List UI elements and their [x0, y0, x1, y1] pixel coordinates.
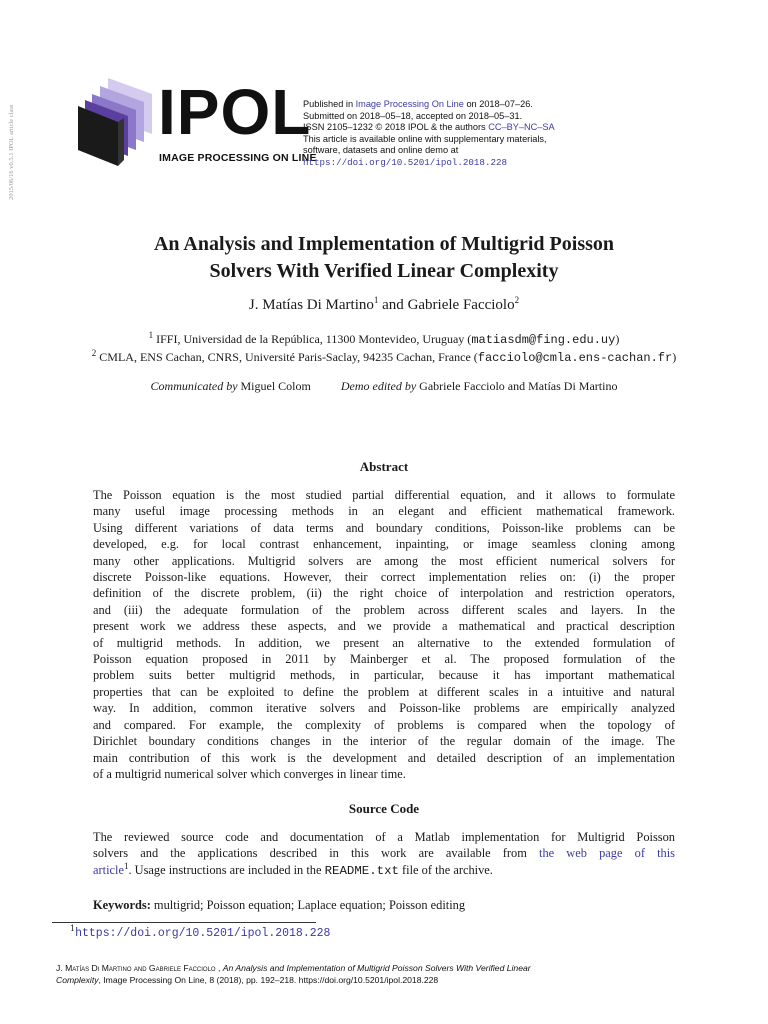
source-code-line: article$^1$. Usage instructions are included in the README.txt file of the archive.	[93, 860, 493, 878]
affiliation-line: $^1$ IFFI, Universidad de la República, 11300 Montevideo, Uruguay (matiasdm@fing.edu.uy)	[148, 330, 620, 347]
source-code-line: The reviewed source code and documentation of a Matlab implementation for Multigrid Poisson	[93, 830, 675, 844]
source-code-line: solvers and the applications described in this work are available from the web page of this	[93, 846, 675, 861]
abstract-line: Dirichlet boundary conditions changes in the interior of the regular domain of the image. The	[93, 734, 675, 749]
citation-line: J. Matías Di Martino and Gabriele Facciolo , An Analysis and Implementation of Multigrid Poisson Solvers With Verified Linear	[56, 963, 531, 973]
footnote-doi-link[interactable]: https://doi.org/10.5201/ipol.2018.228	[75, 927, 331, 940]
abstract-line: of multigrid methods. In addition, we present an alternative to the extended formulation of	[93, 635, 675, 650]
abstract-line: many other applications. Multigrid solvers are among the most efficient numerical solvers for	[93, 553, 675, 568]
editor-credits: Communicated by Miguel Colom Demo edited by Gabriele Facciolo and Matías Di Martino	[150, 379, 618, 393]
author-email: matiasdm@fing.edu.uy	[471, 333, 616, 347]
abstract-line: problem suits better multigrid methods, in particular, because it has important mathematical	[93, 668, 675, 683]
published-line: Published in Image Processing On Line on 2018–07–26.	[303, 99, 533, 109]
abstract-line: and compared. For example, the complexity of problems is compared when the topology of	[93, 717, 675, 732]
abstract-line: and (iii) the adequate formulation of the problem across different scales and layers. In the	[93, 602, 675, 617]
class-version-stamp: 2015/06/16 v0.5.1 IPOL article class	[8, 104, 15, 200]
abstract-line: Poisson equation proposed in 2011 by Mainberger et al. The proposed formulation of the	[93, 652, 675, 667]
abstract-line: discrete Poisson-like equations. However, their correct implementation relies on: (i) the proper	[93, 570, 675, 585]
citation-footer	[56, 963, 724, 986]
keywords-list: multigrid; Poisson equation; Laplace equation; Poisson editing	[150, 898, 466, 912]
abstract-line: main contribution of this work is the development and detailed description of an implementation	[93, 750, 675, 765]
license-link[interactable]: CC–BY–NC–SA	[488, 122, 555, 133]
footnote-marker: 1	[123, 860, 129, 871]
abstract-line: way. In addition, common iterative solvers and Poisson-like problems are empirically analyzed	[93, 701, 675, 716]
ipol-logo[interactable]	[78, 74, 317, 172]
citation-title: An Analysis and Implementation of Multigrid Poisson Solvers With Verified Linear	[222, 963, 531, 973]
source-code-body	[93, 829, 675, 879]
affiliation-marker: 2	[514, 295, 520, 305]
citation-line: Complexity, Image Processing On Line, 8 (2018), pp. 192–218. https://doi.org/10.5201/ipol.2018.228	[56, 974, 439, 985]
abstract-body	[93, 487, 675, 782]
authors: J. Matías Di Martino$^1$ and Gabriele Facciolo$^2$	[248, 295, 520, 313]
logo-wordmark: IPOL	[158, 76, 312, 148]
author-name: J. Matías Di Martino	[248, 297, 374, 313]
affiliations	[40, 331, 728, 366]
source-code-heading: Source Code	[348, 801, 420, 816]
abstract-line: present work we address these aspects, and we provide a mathematical and practical description	[93, 619, 675, 634]
keywords	[93, 898, 465, 913]
submitted-line: Submitted on 2018–05–18, accepted on 2018–05–31.	[303, 110, 523, 121]
footnote-divider	[52, 922, 316, 923]
abstract-line: developed, e.g. for local contrast enhancement, inpainting, or image seamless cloning among	[93, 537, 675, 552]
doi-link[interactable]: https://doi.org/10.5201/ipol.2018.228	[303, 156, 507, 168]
logo-tagline: IMAGE PROCESSING ON LINE	[159, 152, 317, 164]
author-name: Gabriele Facciolo	[407, 297, 515, 313]
author-email: facciolo@cmla.ens-cachan.fr	[477, 350, 673, 365]
abstract-line: definition of the discrete problem, (ii) the right choice of interpolation and restriction operators,	[93, 586, 675, 601]
issn-line: ISSN 2105–1232 © 2018 IPOL & the authors CC–BY–NC–SA	[303, 122, 555, 133]
abstract-line: properties that can be exploited to define the problem at different scales in a intuitive and natural	[93, 684, 675, 699]
title-line: Solvers With Verified Linear Complexity	[209, 260, 559, 282]
publication-info	[303, 99, 723, 169]
affiliation-marker: 1	[373, 295, 379, 305]
title-line: An Analysis and Implementation of Multigrid Poisson	[153, 233, 615, 255]
abstract-line: many useful image processing methods in an elegant and efficient mathematical framework.	[93, 504, 675, 519]
affiliation-line: $^2$ CMLA, ENS Cachan, CNRS, Université Paris-Saclay, 94235 Cachan, France (facciolo@cmla.ens-cachan.fr)	[91, 347, 677, 365]
article-link[interactable]: article	[93, 862, 124, 877]
abstract-heading: Abstract	[359, 459, 409, 474]
ipol-logo-icon	[78, 74, 158, 172]
abstract-line: The Poisson equation is the most studied partial differential equation, and it allows to formulate	[93, 488, 675, 502]
journal-link[interactable]: Image Processing On Line	[355, 99, 464, 109]
availability-line: This article is available online with supplementary materials,	[303, 133, 547, 144]
abstract-line: Using different variations of data terms and boundary conditions, Poisson-like problems can be	[93, 520, 675, 535]
readme-filename: README.txt	[324, 863, 399, 878]
article-web-page-link[interactable]: the web page of this	[539, 846, 675, 861]
abstract-line: of a multigrid numerical solver which converges in linear time.	[93, 766, 406, 781]
availability-line-2: software, datasets and online demo at	[303, 145, 459, 156]
footnote: $^1$https://doi.org/10.5201/ipol.2018.228	[70, 924, 331, 940]
paper-title	[60, 231, 708, 285]
keywords-label: Keywords:	[93, 898, 151, 912]
citation-authors: J. Matías Di Martino and Gabriele Facciolo	[56, 963, 216, 973]
